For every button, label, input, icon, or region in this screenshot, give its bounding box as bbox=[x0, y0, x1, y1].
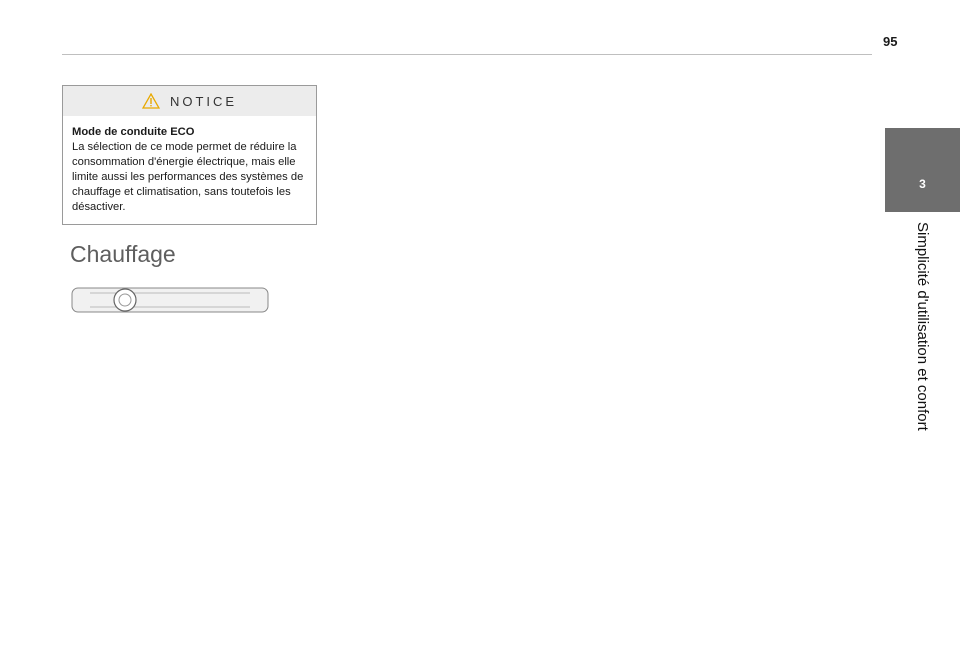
control-panel-heating bbox=[70, 282, 270, 332]
notice-heading: NOTICE bbox=[169, 93, 238, 109]
top-rule bbox=[62, 54, 872, 55]
chapter-tab[interactable]: 3 bbox=[885, 128, 960, 212]
notice-box-eco bbox=[62, 85, 317, 225]
notice-body: La sélection de ce mode permet de réduire la consommation d'énergie électrique, mais elle limite aussi les performances des systèmes de chauffage et climatisation, sans toutefois les désactiver. bbox=[72, 141, 304, 213]
page-number: 95 bbox=[883, 34, 898, 49]
notice-header bbox=[63, 86, 316, 116]
heading-chauffage: Chauffage bbox=[70, 241, 176, 267]
notice-triangle-icon bbox=[142, 93, 160, 109]
notice-title: Mode de conduite ECO bbox=[72, 126, 195, 138]
column-1 bbox=[62, 85, 317, 349]
chapter-title: Simplicité d'utilisation et confort bbox=[914, 222, 931, 431]
